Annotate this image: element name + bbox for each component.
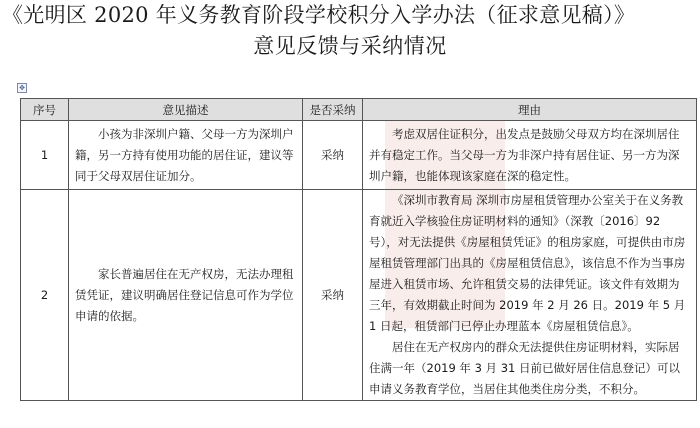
- opinion-text: 家长普遍居住在无产权房，无法办理租赁凭证，建议明确居住登记信息可作为学位申请的依据。: [75, 266, 294, 323]
- table-header-row: [21, 99, 697, 121]
- move-handle-icon[interactable]: ✥: [17, 83, 27, 93]
- header-reason: 理由: [363, 99, 697, 121]
- reason-paragraph: 考虑双居住证积分，出发点是鼓励父母双方均在深圳居住并有稳定工作。当父母一方为非深户持有居住证、另一方为深圳户籍，也能体现该家庭在深的稳定性。: [369, 126, 680, 183]
- header-no: 序号: [21, 99, 69, 121]
- opinion-text: 小孩为非深圳户籍、父母一方为深圳户籍，另一方持有使用功能的居住证，建议等同于父母双居住证加分。: [75, 126, 294, 183]
- adopted-cell: 采纳: [303, 121, 363, 190]
- document-title: 《光明区 2020 年义务教育阶段学校积分入学办法（征求意见稿）》: [2, 3, 636, 27]
- row-number: 1: [21, 121, 69, 190]
- feedback-table: [20, 98, 697, 401]
- reason-paragraph: 《深圳市教育局 深圳市房屋租赁管理办公室关于在义务教育就近入学核验住房证明材料的通知》（深教〔2016〕92 号），对无法提供《房屋租赁凭证》的租房家庭，可提供由市房屋租赁管理部门出具的《房屋租赁信息》，该信息不作为当事房屋进入租赁市场、允许租赁交易的法律凭证。该文件有效期为三年，有效期截止时间为 2019 年 2 月 26 日。2019 年 5 月 1 日起，租赁部门已停止办理蓝本《房屋租赁信息》。: [369, 193, 686, 333]
- header-adopt: 是否采纳: [303, 99, 363, 121]
- reason-paragraph: 居住在无产权房内的群众无法提供住房证明材料，实际居住满一年（2019 年 3 月 31 日前已做好居住信息登记）可以申请义务教育学位，当居住其他类住房分类，不积分。: [369, 340, 680, 396]
- table-row: [21, 190, 697, 401]
- header-desc: 意见描述: [69, 99, 303, 121]
- adopted-cell: 采纳: [303, 190, 363, 401]
- reason-cell: [363, 121, 697, 190]
- document-subtitle: 意见反馈与采纳情况: [253, 34, 447, 58]
- opinion-cell: [69, 121, 303, 190]
- row-number: 2: [21, 190, 69, 401]
- opinion-cell: [69, 190, 303, 401]
- reason-cell: [363, 190, 697, 401]
- table-row: [21, 121, 697, 190]
